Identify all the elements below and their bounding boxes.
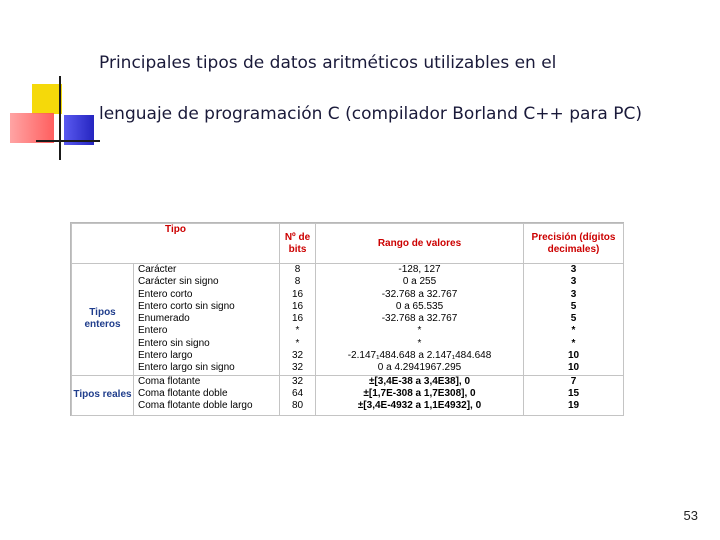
row-bits: 32: [291, 375, 304, 387]
row-bits: *: [295, 325, 300, 337]
row-name: Coma flotante: [138, 375, 201, 387]
row-precision: 3: [570, 288, 577, 300]
row-precision: 5: [570, 300, 577, 312]
row-precision: 10: [567, 362, 580, 374]
row-name: Enumerado: [138, 313, 190, 325]
row-rango: *: [417, 337, 422, 349]
row-precision: 5: [570, 313, 577, 325]
row-bits: 16: [291, 300, 304, 312]
row-precision: 15: [567, 387, 580, 399]
header-rango: Rango de valores: [316, 224, 524, 264]
row-bits: 80: [291, 400, 304, 412]
row-name: Entero sin signo: [138, 337, 210, 349]
row-rango: ±[3,4E-38 a 3,4E38], 0: [368, 375, 471, 387]
page-number: 53: [683, 508, 698, 523]
vertical-line: [59, 76, 61, 160]
header-tipo: Tipo: [72, 224, 280, 264]
row-precision: 3: [570, 264, 577, 275]
row-name: Entero largo sin signo: [138, 362, 235, 374]
row-name: Entero largo: [138, 350, 193, 362]
table-header-row: [72, 224, 624, 264]
row-rango: *: [417, 325, 422, 337]
page-title-line-1: Principales tipos de datos aritméticos utilizables en el: [99, 53, 557, 73]
row-precision: 10: [567, 350, 580, 362]
row-bits: 32: [291, 350, 304, 362]
row-bits: 8: [294, 264, 301, 275]
table-group-integers: [72, 264, 624, 376]
row-rango: 0 a 65.535: [395, 300, 444, 312]
yellow-square: [32, 84, 62, 114]
row-precision: 7: [570, 375, 577, 387]
row-precision: *: [571, 325, 576, 337]
row-rango: -32.768 a 32.767: [381, 288, 458, 300]
row-bits: 8: [294, 276, 301, 288]
data-types-table: [70, 222, 624, 416]
row-bits: 16: [291, 288, 304, 300]
row-bits: 64: [291, 387, 304, 399]
row-bits: 32: [291, 362, 304, 374]
row-rango: ±[3,4E-4932 a 1,1E4932], 0: [357, 400, 482, 412]
group-label-reals: Tipos reales: [72, 375, 134, 415]
horizontal-line: [36, 140, 100, 142]
row-rango: 0 a 4.2941967.295: [377, 362, 462, 374]
row-name: Coma flotante doble: [138, 387, 228, 399]
page-title-line-2: lenguaje de programación C (compilador Borland C++ para PC): [99, 104, 642, 124]
group-label-integers: Tipos enteros: [72, 264, 134, 376]
red-square: [10, 113, 54, 143]
row-name: Carácter: [138, 264, 177, 275]
row-precision: 3: [570, 276, 577, 288]
decorative-logo: [0, 0, 100, 165]
row-rango: -2.147₁484.648 a 2.147₁484.648: [347, 350, 492, 362]
row-bits: *: [295, 337, 300, 349]
header-precision: Precisión (dígitos decimales): [524, 224, 624, 264]
row-rango: 0 a 255: [402, 276, 437, 288]
row-name: Entero: [138, 325, 168, 337]
row-name: Entero corto: [138, 288, 193, 300]
row-name: Coma flotante doble largo: [138, 400, 253, 412]
row-name: Carácter sin signo: [138, 276, 219, 288]
row-rango: -128, 127: [398, 264, 441, 275]
row-precision: 19: [567, 400, 580, 412]
row-rango: -32.768 a 32.767: [381, 313, 458, 325]
row-precision: *: [571, 337, 576, 349]
row-bits: 16: [291, 313, 304, 325]
row-name: Entero corto sin signo: [138, 300, 235, 312]
header-bits: Nº de bits: [280, 224, 316, 264]
table-group-reals: [72, 375, 624, 415]
row-rango: ±[1,7E-308 a 1,7E308], 0: [363, 387, 476, 399]
